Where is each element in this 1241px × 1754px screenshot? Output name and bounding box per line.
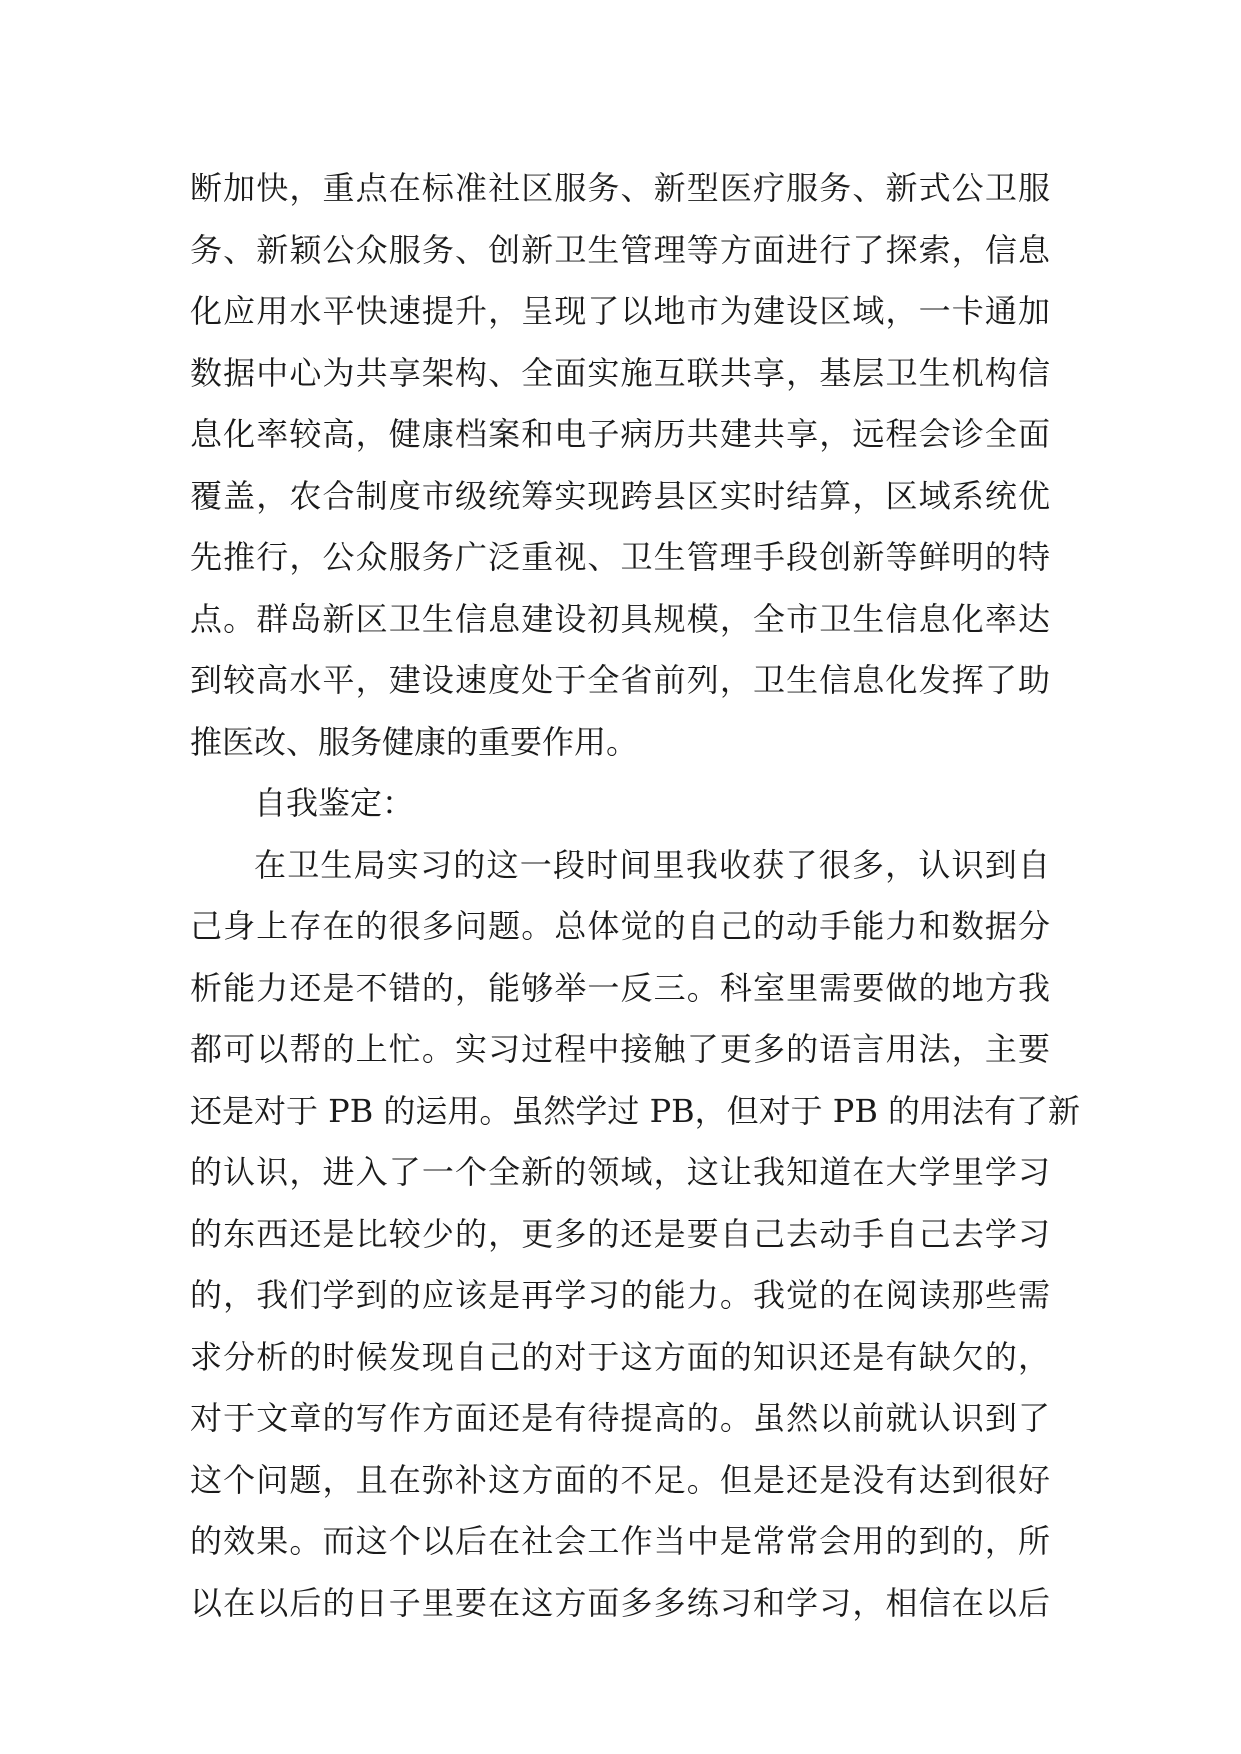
text-line: 还是对于 PB 的运用。虽然学过 PB，但对于 PB 的用法有了新	[190, 1091, 1081, 1130]
text-line: 到较高水平，建设速度处于全省前列，卫生信息化发挥了助	[190, 661, 1050, 699]
text-line: 的认识，进入了一个全新的领域，这让我知道在大学里学习	[190, 1153, 1050, 1191]
text-line: 对于文章的写作方面还是有待提高的。虽然以前就认识到了	[190, 1399, 1050, 1437]
text-line: 的，我们学到的应该是再学习的能力。我觉的在阅读那些需	[190, 1276, 1050, 1314]
paragraph-1	[190, 158, 1050, 773]
text-line: 数据中心为共享架构、全面实施互联共享，基层卫生机构信	[190, 353, 1050, 392]
text-line: 推医改、服务健康的重要作用。	[190, 722, 639, 761]
paragraph-2	[190, 835, 1081, 1635]
text-line: 求分析的时候发现自己的对于这方面的知识还是有缺欠的，	[190, 1337, 1050, 1376]
text-line: 的效果。而这个以后在社会工作当中是常常会用的到的，所	[190, 1522, 1050, 1560]
text-line: 息化率较高，健康档案和电子病历共建共享，远程会诊全面	[190, 415, 1050, 453]
text-line: 析能力还是不错的，能够举一反三。科室里需要做的地方我	[190, 968, 1050, 1007]
text-line: 在卫生局实习的这一段时间里我收获了很多，认识到自	[254, 845, 1050, 884]
text-line: 务、新颖公众服务、创新卫生管理等方面进行了探索，信息	[190, 230, 1050, 269]
text-line: 化应用水平快速提升，呈现了以地市为建设区域，一卡通加	[190, 292, 1050, 330]
text-line: 己身上存在的很多问题。总体觉的自己的动手能力和数据分	[190, 907, 1050, 945]
text-line: 先推行，公众服务广泛重视、卫生管理手段创新等鲜明的特	[190, 538, 1050, 576]
text-line: 断加快，重点在标准社区服务、新型医疗服务、新式公卫服	[190, 169, 1050, 207]
section-heading: 自我鉴定：	[254, 784, 415, 822]
text-line: 的东西还是比较少的，更多的还是要自己去动手自己去学习	[190, 1214, 1050, 1253]
document-body	[190, 158, 1081, 1634]
text-line: 覆盖，农合制度市级统筹实现跨县区实时结算，区域系统优	[190, 476, 1050, 515]
text-line: 以在以后的日子里要在这方面多多练习和学习，相信在以后	[190, 1583, 1050, 1622]
text-line: 这个问题，且在弥补这方面的不足。但是还是没有达到很好	[190, 1460, 1050, 1499]
text-line: 都可以帮的上忙。实习过程中接触了更多的语言用法，主要	[190, 1030, 1050, 1068]
text-line: 点。群岛新区卫生信息建设初具规模，全市卫生信息化率达	[190, 599, 1050, 638]
